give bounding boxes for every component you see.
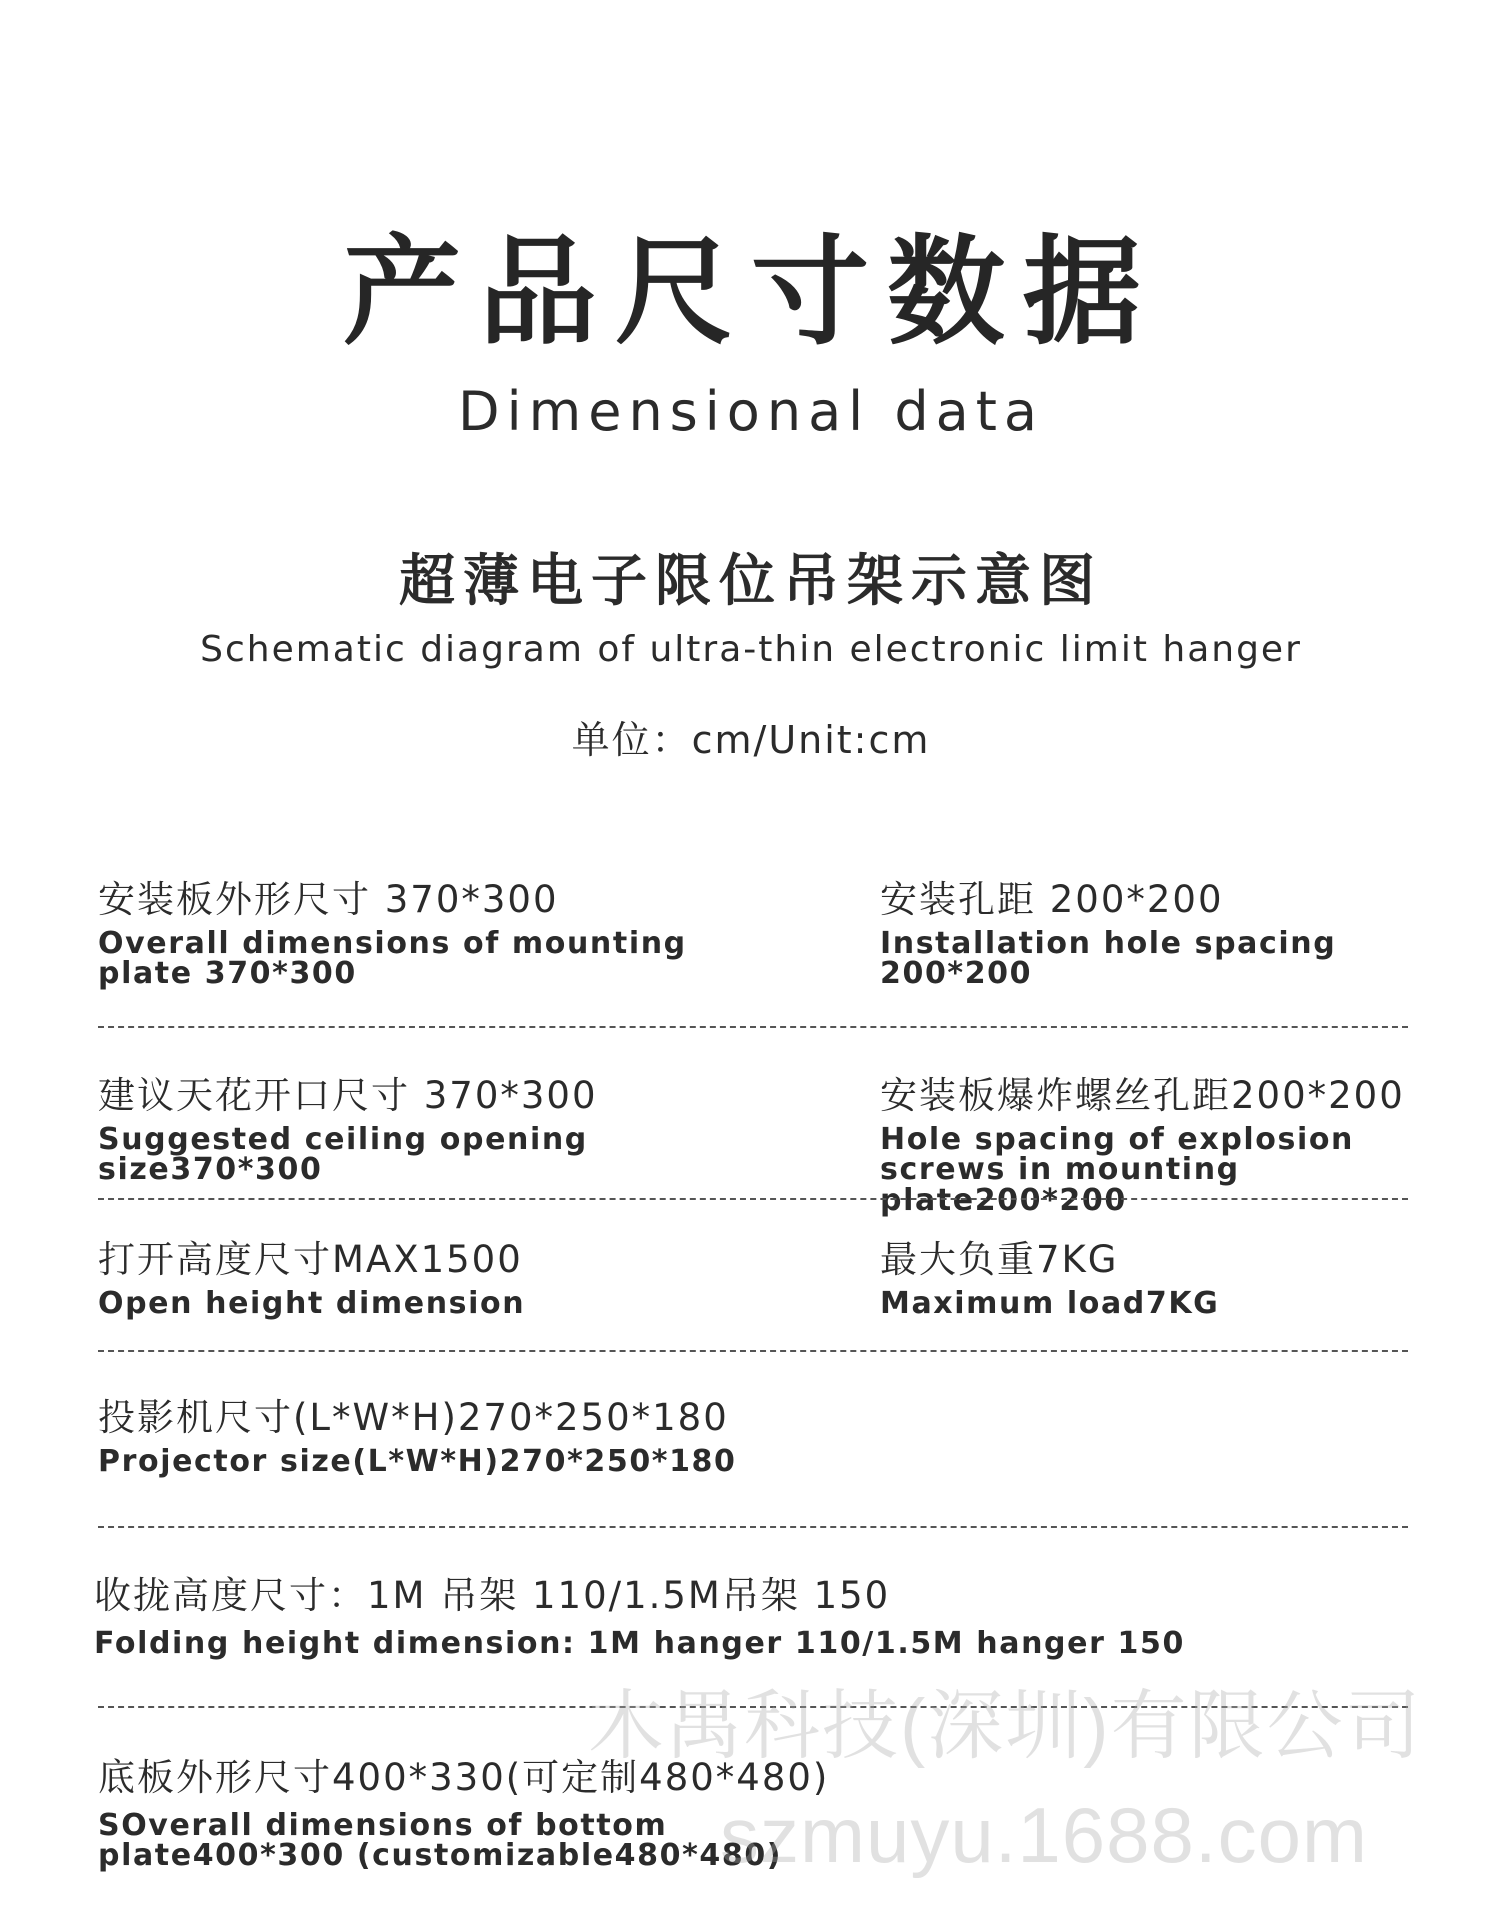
spec-ceiling-opening bbox=[98, 1076, 818, 1186]
spec-hole-spacing-zh: 安装孔距 200*200 bbox=[880, 878, 1224, 921]
spec-projector-size-en: Projector size(L*W*H)270*250*180 bbox=[98, 1443, 737, 1479]
watermark-url: szmuyu.1688.com bbox=[720, 1791, 1368, 1879]
divider bbox=[98, 1198, 1408, 1200]
spec-folding-height-en: Folding height dimension: 1M hanger 110/1.5M hanger 150 bbox=[94, 1625, 1185, 1661]
spec-mount-plate-zh: 安装板外形尺寸 370*300 bbox=[98, 878, 559, 921]
subtitle-en: Schematic diagram of ultra-thin electronic limit hanger bbox=[200, 629, 1302, 670]
spec-projector-size-zh: 投影机尺寸(L*W*H)270*250*180 bbox=[98, 1396, 729, 1439]
spec-explosion-screws-en: Hole spacing of explosion screws in mounting plate200*200 bbox=[880, 1121, 1354, 1218]
spec-folding-height bbox=[94, 1576, 1294, 1659]
watermark-company: 木禺科技(深圳)有限公司 bbox=[588, 1684, 1423, 1769]
spec-hole-spacing-en: Installation hole spacing 200*200 bbox=[880, 925, 1337, 992]
spec-mount-plate-en: Overall dimensions of mounting plate 370*300 bbox=[98, 925, 687, 992]
subtitle-zh: 超薄电子限位吊架示意图 bbox=[399, 549, 1103, 614]
spec-explosion-screws bbox=[880, 1076, 1470, 1216]
unit-label: 单位：cm/Unit:cm bbox=[571, 718, 931, 762]
spec-max-load-en: Maximum load7KG bbox=[880, 1285, 1220, 1321]
spec-bottom-plate-en: SOverall dimensions of bottom plate400*300 (customizable480*480) bbox=[98, 1807, 783, 1874]
spec-ceiling-opening-zh: 建议天花开口尺寸 370*300 bbox=[98, 1074, 598, 1117]
spec-open-height-zh: 打开高度尺寸MAX1500 bbox=[98, 1238, 523, 1281]
divider bbox=[98, 1350, 1408, 1352]
spec-explosion-screws-zh: 安装板爆炸螺丝孔距200*200 bbox=[880, 1074, 1405, 1117]
spec-max-load bbox=[880, 1240, 1470, 1319]
page-title-en: Dimensional data bbox=[458, 380, 1044, 443]
spec-projector-size bbox=[98, 1398, 898, 1477]
spec-open-height-en: Open height dimension bbox=[98, 1285, 526, 1321]
spec-folding-height-zh: 收拢高度尺寸：1M 吊架 110/1.5M吊架 150 bbox=[94, 1574, 891, 1617]
page-title-zh: 产品尺寸数据 bbox=[342, 223, 1159, 361]
spec-bottom-plate-zh: 底板外形尺寸400*330(可定制480*480) bbox=[98, 1756, 830, 1799]
spec-hole-spacing bbox=[880, 880, 1480, 990]
spec-open-height bbox=[98, 1240, 818, 1319]
spec-ceiling-opening-en: Suggested ceiling opening size370*300 bbox=[98, 1121, 588, 1188]
spec-mount-plate bbox=[98, 880, 718, 990]
spec-max-load-zh: 最大负重7KG bbox=[880, 1238, 1119, 1281]
divider bbox=[98, 1026, 1408, 1028]
divider bbox=[98, 1526, 1408, 1528]
